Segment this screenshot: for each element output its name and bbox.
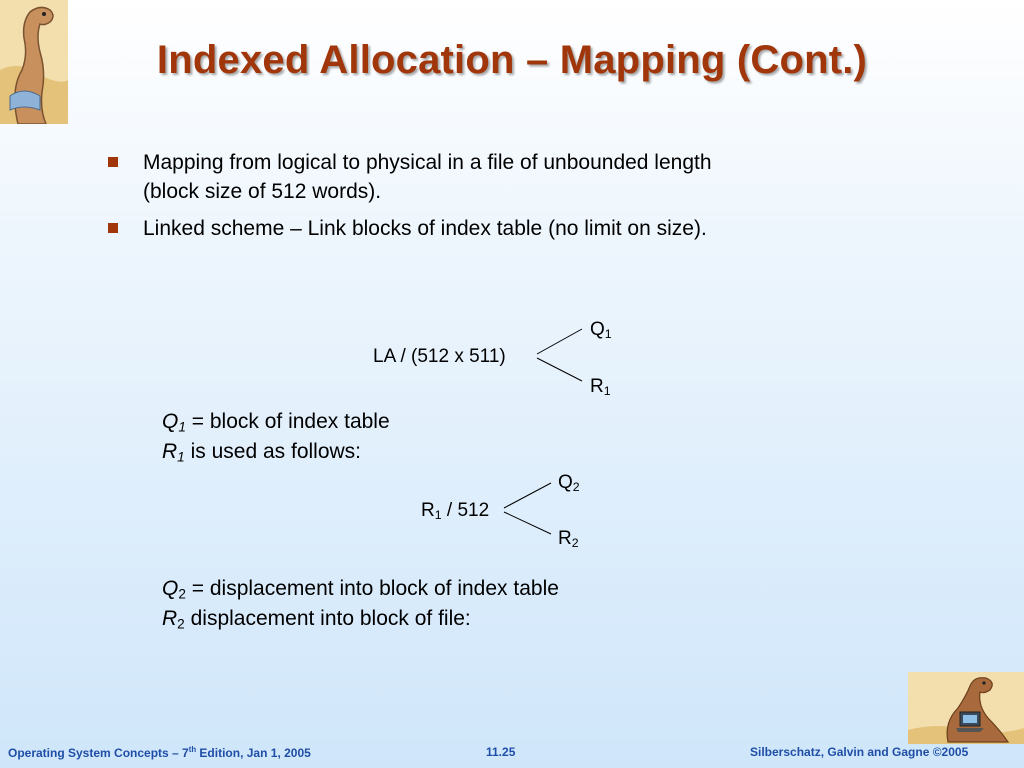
- diagram2-branch-r: [504, 512, 551, 534]
- bullet-text-line1: Mapping from logical to physical in a file of unbounded length: [143, 151, 712, 174]
- footer-copyright: Silberschatz, Galvin and Gagne ©2005: [750, 745, 969, 759]
- diagram1-expression: LA / (512 x 511): [373, 346, 506, 367]
- footer-book-title: Operating System Concepts – 7th Edition, Jan 1, 2005: [8, 745, 311, 760]
- diagram2-r-label: $R_2$: [558, 528, 579, 551]
- definition-r1: $R_1$ is used as follows:: [162, 440, 362, 465]
- bullet-text-line1: Linked scheme – Link blocks of index table (no limit on size).: [143, 217, 707, 240]
- diagram2-q-label: $Q_2$: [558, 472, 580, 495]
- diagram1-r-label: $R_1$: [590, 376, 611, 399]
- footer-slide-number: 11.25: [486, 745, 516, 759]
- diagram1-branch-r: [537, 358, 582, 381]
- diagram2-expression: $R_1 / 512$: [421, 500, 490, 523]
- diagram2-branch-q: [504, 483, 551, 508]
- dinosaur-laptop-icon: [908, 672, 1024, 744]
- diagram1-q-label: $Q_1$: [590, 319, 612, 342]
- definition-r2: $R_2$ displacement into block of file:: [162, 607, 471, 632]
- definition-q1: $Q_1$ = block of index table: [162, 410, 390, 435]
- bullet-text-line2: (block size of 512 words).: [143, 180, 382, 203]
- definition-q2: $Q_2$ = displacement into block of index table: [162, 577, 559, 602]
- slide-title: Indexed Allocation – Mapping (Cont.): [156, 38, 868, 82]
- diagram1-branch-q: [537, 329, 582, 354]
